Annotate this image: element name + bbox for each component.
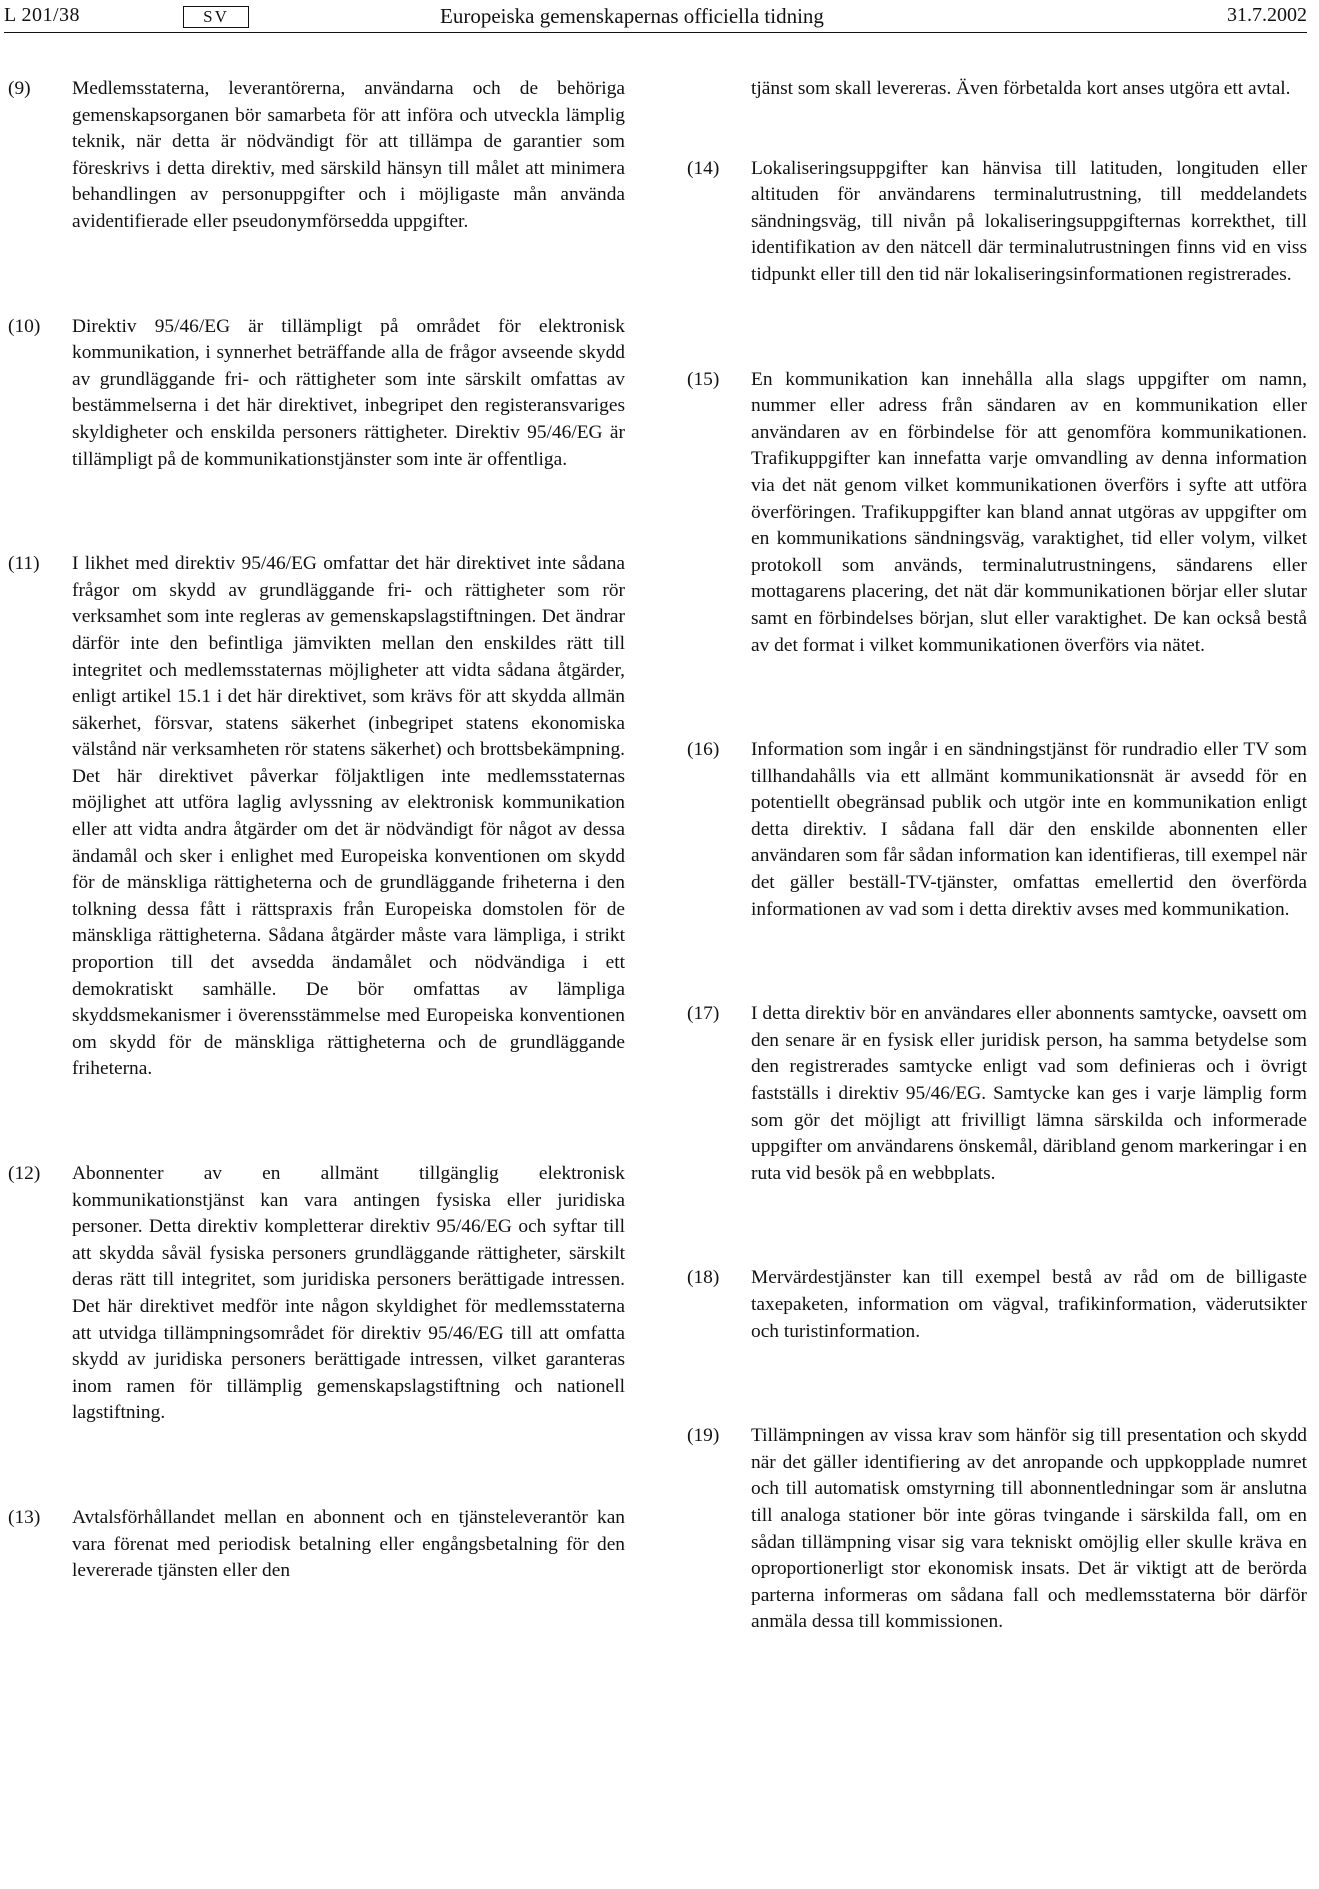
recital-11 [8, 551, 625, 1083]
recital-number: (17) [687, 1003, 720, 1025]
recital-number: (15) [687, 368, 720, 390]
recital-17 [687, 1001, 1307, 1187]
journal-title: Europeiska gemenskapernas officiella tidning [440, 4, 824, 28]
journal-reference: L 201/38 [4, 4, 81, 26]
left-column [8, 76, 625, 1585]
recital-text: Tillämpningen av vissa krav som hänför sig till presentation och skydd när det gäller identifiering av det anropande och uppkopplade numret och till automatisk omstyrning till abonnentledningar som är anslutna till analoga stationer bör inte göras tvingande i särskilda fall, om en sådan tillämpning visar sig vara tekniskt omöjlig eller skulle kräva en oproportionerligt stor ekonomisk insats. Det är viktigt att de berörda parterna informeras om sådana fall och medlemsstaterna bör därför anmäla dessa till kommissionen. [751, 1425, 1307, 1633]
recital-12 [8, 1161, 625, 1427]
recital-15 [687, 367, 1307, 660]
recital-number: (9) [8, 78, 31, 99]
recital-number: (18) [687, 1267, 720, 1289]
publication-date: 31.7.2002 [1227, 4, 1307, 26]
language-code-box: SV [183, 6, 249, 28]
recital-18 [687, 1265, 1307, 1345]
recital-number: (12) [8, 1163, 41, 1184]
right-column [687, 76, 1307, 1636]
header-rule [4, 32, 1307, 33]
recital-19 [687, 1423, 1307, 1636]
page-header [0, 0, 1319, 36]
recital-number: (10) [8, 315, 41, 337]
recital-text: I detta direktiv bör en användares eller abonnents samtycke, oavsett om den senare är en fysisk eller juridisk person, ha samma betydelse som den registrerades samtycke enligt vad som definieras och i övrigt fastställs i direktiv 95/46/EG. Samtycke kan ges i varje lämplig form som gör det möjligt att frivilligt lämna särskilda och informerade uppgifter om användarens önskemål, däribland genom markeringar i en ruta vid besök på en webbplats. [751, 1003, 1307, 1184]
recital-text: I likhet med direktiv 95/46/EG omfattar det här direktivet inte sådana frågor om skydd av grundläggande fri- och rättigheter som rör verksamhet som inte regleras av gemenskapslagstiftningen. Det ändrar därför inte den befintliga jämvikten mellan den enskildes rätt till integritet och medlemsstaternas möjligheter att vidta sådana åtgärder, enligt artikel 15.1 i det här direktivet, som krävs för att skydda allmän säkerhet, försvar, statens säkerhet (inbegripet statens ekonomiska välstånd när verksamheten rör statens säkerhet) och brottsbekämpning. Det här direktivet påverkar följaktligen inte medlemsstaternas möjlighet att utföra laglig avlyssning av elektronisk kommunikation eller att vidta andra åtgärder om det är nödvändigt för något av dessa ändamål och sker i enlighet med Europeiska konventionen om skydd för de mänskliga rättigheterna och de grundläggande friheterna i den tolkning dessa fått i rättspraxis från Europeiska domstolen för de mänskliga rättigheterna. Sådana åtgärder måste vara lämpliga, i strikt proportion till det avsedda ändamålet och nödvändiga i ett demokratiskt samhälle. De bör omfattas av lämpliga skyddsmekanismer i överensstämmelse med Europeiska konventionen om skydd för de mänskliga rättigheterna och de grundläggande friheterna. [72, 553, 625, 1080]
recital-text: Direktiv 95/46/EG är tillämpligt på området för elektronisk kommunikation, i synnerhet beträffande alla de frågor avseende skydd av grundläggande fri- och rättigheter som inte särskilt omfattas av bestämmelserna i det här direktivet, inbegripet den registeransvariges skyldigheter och enskilda personers rättigheter. Direktiv 95/46/EG är tillämpligt på de kommunikationstjänster som inte är offentliga. [72, 315, 625, 470]
recital-number: (13) [8, 1506, 41, 1528]
recital-13-continuation: tjänst som skall levereras. Även förbetalda kort anses utgöra ett avtal. [751, 78, 1291, 99]
recital-number: (14) [687, 157, 720, 179]
recital-14 [687, 156, 1307, 289]
recital-text: En kommunikation kan innehålla alla slags uppgifter om namn, nummer eller adress från sändaren av en kommunikation eller användaren av en förbindelse för att genomföra kommunikationen. Trafikuppgifter kan innefatta varje omvandling av denna information via det nät genom vilket kommunikationen överförs i syfte att utföra överföringen. Trafikuppgifter kan bland annat utgöras av uppgifter om en kommunikations sändningsväg, varaktighet, tid eller volym, vilket protokoll som används, terminalutrustningens, sändarens eller mottagarens placering, det nät där kommunikationen börjar eller slutar samt en förbindelses början, slut eller varaktighet. De kan också bestå av det format i vilket kommunikationen överförs via nätet. [751, 368, 1307, 656]
recital-text: Medlemsstaterna, leverantörerna, användarna och de behöriga gemenskapsorganen bör samarbeta för att införa och utveckla lämplig teknik, när detta är nödvändigt för att tillämpa de garantier som föreskrivs i detta direktiv, med särskild hänsyn till målet att minimera behandlingen av personuppgifter och i möjligaste mån använda avidentifierade eller pseudonymförsedda uppgifter. [72, 78, 625, 232]
recital-text: Avtalsförhållandet mellan en abonnent och en tjänsteleverantör kan vara förenat med periodisk betalning eller engångsbetalning för den levererade tjänsten eller den [72, 1506, 625, 1582]
recital-text: Information som ingår i en sändningstjänst för rundradio eller TV som tillhandahålls via ett allmänt kommunikationsnät är avsedd för en potentiellt obegränsad publik och utgör inte en kommunikation enligt detta direktiv. I sådana fall där den enskilde abonnenten eller användaren som får sådan information kan identifieras, till exempel när det gäller beställ-TV-tjänster, omfattas emellertid den överförda informationen av vad som i detta direktiv avses med kommunikation. [751, 739, 1307, 920]
recital-number: (19) [687, 1425, 720, 1447]
recital-text: Abonnenter av en allmänt tillgänglig elektronisk kommunikationstjänst kan vara antingen fysiska eller juridiska personer. Detta direktiv kompletterar direktiv 95/46/EG och syftar till att skydda såväl fysiska personers grundläggande rättigheter, särskilt deras rätt till integritet, som juridiska personers berättigade intressen. Det här direktivet medför inte någon skyldighet för medlemsstaterna att utvidga tillämpningsområdet för direktiv 95/46/EG till att omfatta skydd av juridiska personers berättigade intressen, vilket garanteras inom ramen för tillämplig gemenskapslagstiftning och nationell lagstiftning. [72, 1163, 625, 1424]
recital-number: (16) [687, 739, 720, 761]
recital-16 [687, 737, 1307, 923]
recital-text: Lokaliseringsuppgifter kan hänvisa till latituden, longituden eller altituden för användarens terminalutrustning, till meddelandets sändningsväg, till nivån på lokaliseringsuppgifternas korrekthet, till identifikation av den nätcell där terminalutrustningen finns vid en viss tidpunkt eller till den tid när lokaliseringsinformationen registrerades. [751, 157, 1307, 285]
recital-text: Mervärdestjänster kan till exempel bestå av råd om de billigaste taxepaketen, information om vägval, trafikinformation, väderutsikter och turistinformation. [751, 1267, 1307, 1342]
recital-9 [8, 76, 625, 236]
recital-13 [8, 1505, 625, 1585]
recital-10 [8, 314, 625, 474]
recital-number: (11) [8, 553, 40, 575]
